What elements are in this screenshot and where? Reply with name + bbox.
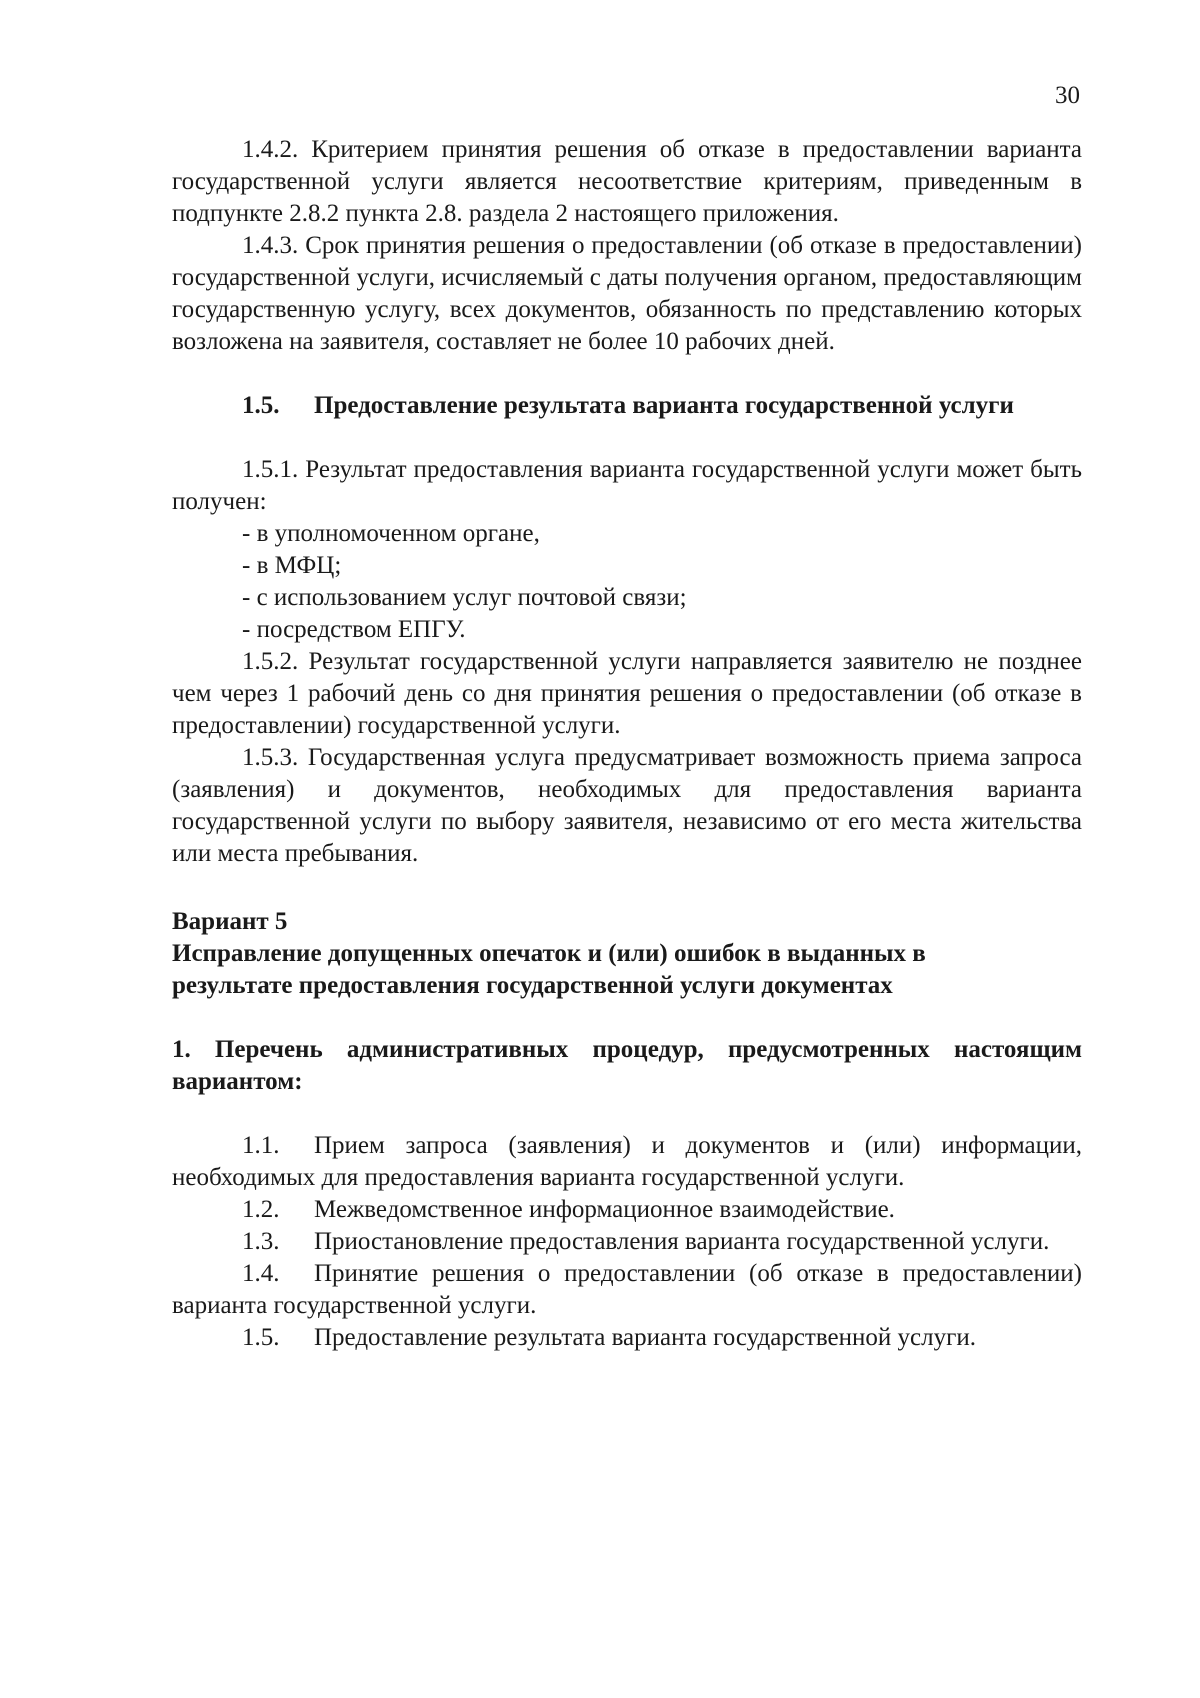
procedure-item-number: 1.2. [242, 1196, 280, 1223]
page-number: 30 [1055, 82, 1080, 109]
list-item: - в уполномоченном органе, [242, 520, 540, 547]
list-item: - с использованием услуг почтовой связи; [242, 584, 687, 611]
procedure-item [172, 1322, 1082, 1354]
procedure-item-text: Межведомственное информационное взаимодействие. [314, 1196, 895, 1223]
paragraph-1-4-3: 1.4.3. Срок принятия решения о предоставлении (об отказе в предоставлении) государственной услуги, исчисляемый с даты получения органом, предоставляющим государственную услугу, всех документов, обязанность по представлению которых возложена на заявителя, составляет не более 10 рабочих дней. [172, 232, 1082, 355]
procedure-item-number: 1.1. [242, 1132, 280, 1159]
paragraph-1-5-1: 1.5.1. Результат предоставления варианта государственной услуги может быть получен: [172, 456, 1082, 515]
procedure-item-number: 1.3. [242, 1228, 280, 1255]
section-title: Предоставление результата варианта государственной услуги [314, 392, 1014, 419]
procedure-item [172, 1258, 1082, 1322]
variant-title-line-1: Исправление допущенных опечаток и (или) ошибок в выданных в [172, 940, 926, 967]
procedures-heading: 1. Перечень административных процедур, предусмотренных настоящим вариантом: [172, 1036, 1082, 1095]
procedure-item-number: 1.5. [242, 1324, 280, 1351]
procedure-item-text: Приостановление предоставления варианта государственной услуги. [314, 1228, 1050, 1255]
procedure-item [172, 1226, 1082, 1258]
procedure-item-text: Предоставление результата варианта государственной услуги. [314, 1324, 976, 1351]
section-number: 1.5. [242, 392, 280, 419]
list-item: - посредством ЕПГУ. [242, 616, 466, 643]
variant-title-line-2: результате предоставления государственной услуги документах [172, 972, 893, 999]
procedure-item-text: Прием запроса (заявления) и документов и (или) информации, необходимых для предоставления варианта государственной услуги. [172, 1132, 1082, 1191]
procedure-item-number: 1.4. [242, 1260, 280, 1287]
paragraph-1-4-2: 1.4.2. Критерием принятия решения об отказе в предоставлении варианта государственной услуги является несоответствие критериям, приведенным в подпункте 2.8.2 пункта 2.8. раздела 2 настоящего приложения. [172, 136, 1082, 227]
variant-label: Вариант 5 [172, 908, 288, 935]
procedure-item-text: Принятие решения о предоставлении (об отказе в предоставлении) варианта государственной услуги. [172, 1260, 1082, 1319]
section-heading-1-5 [172, 390, 1082, 422]
document-body [172, 134, 1082, 1354]
procedure-item [172, 1130, 1082, 1194]
list-item: - в МФЦ; [242, 552, 342, 579]
paragraph-1-5-3: 1.5.3. Государственная услуга предусматривает возможность приема запроса (заявления) и документов, необходимых для предоставления варианта государственной услуги по выбору заявителя, независимо от его места жительства или места пребывания. [172, 744, 1082, 867]
paragraph-1-5-2: 1.5.2. Результат государственной услуги направляется заявителю не позднее чем через 1 рабочий день со дня принятия решения о предоставлении (об отказе в предоставлении) государственной услуги. [172, 648, 1082, 739]
procedure-item [172, 1194, 1082, 1226]
